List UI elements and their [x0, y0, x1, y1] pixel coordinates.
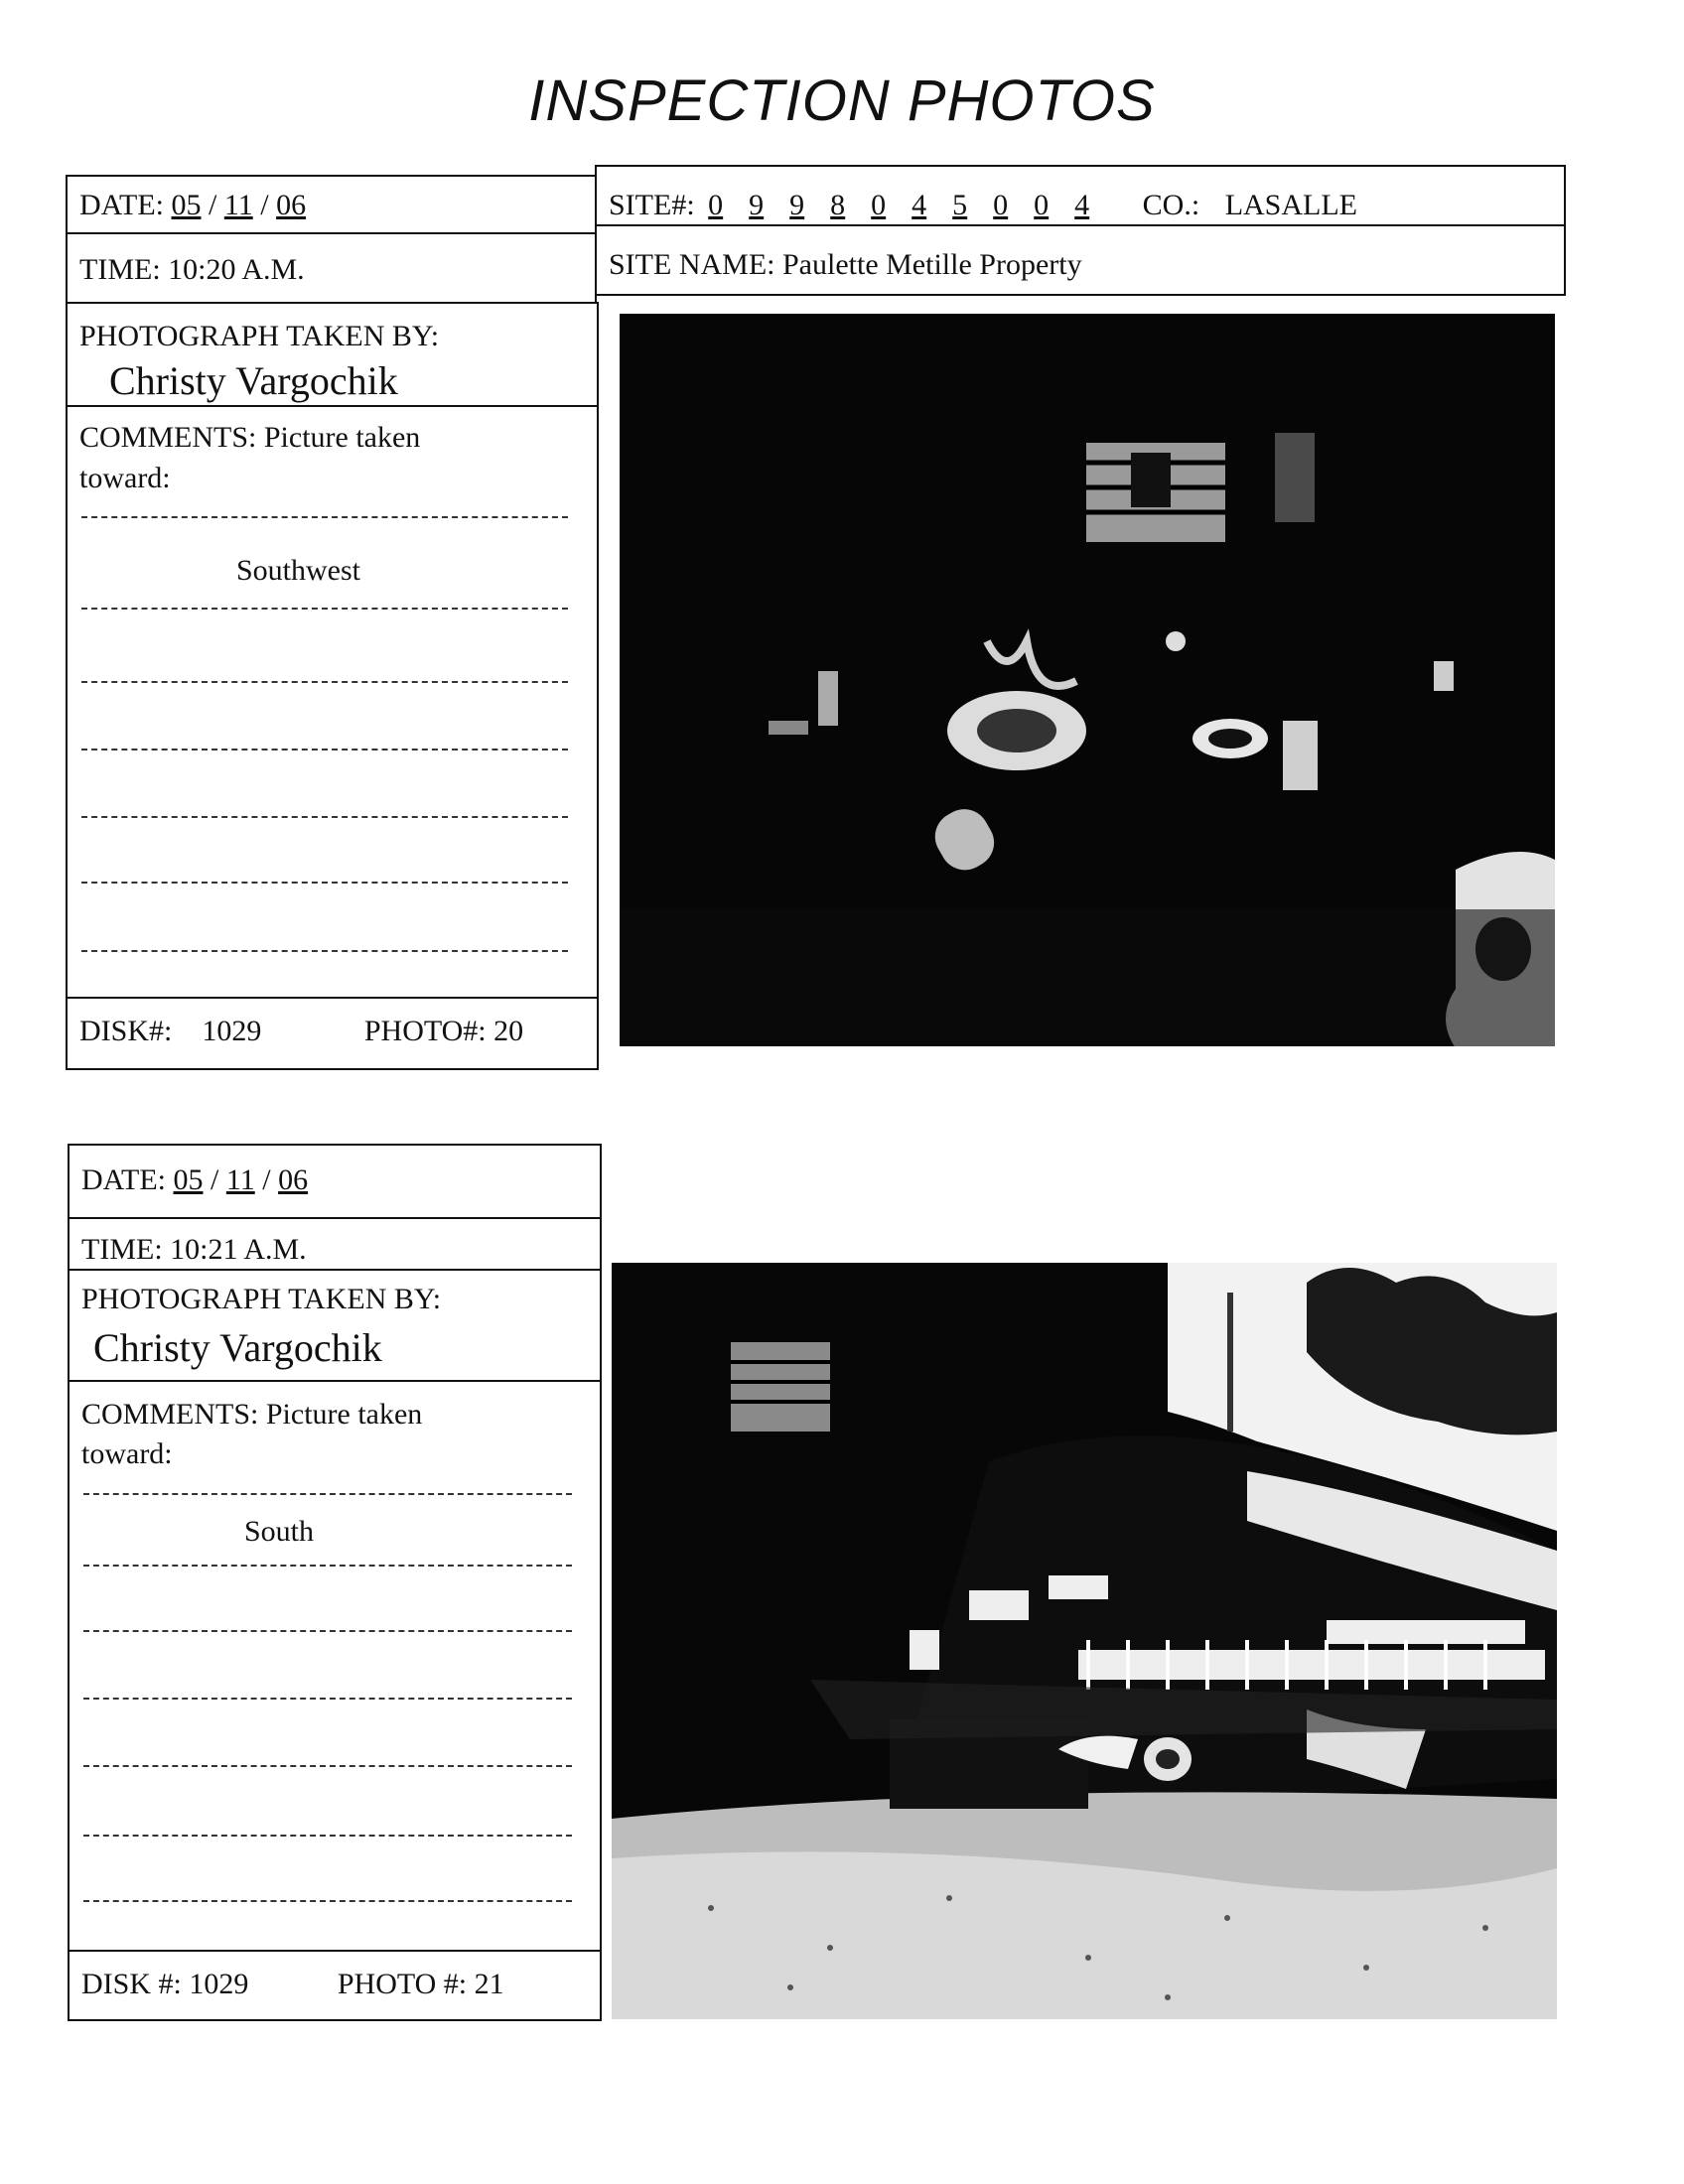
disk-photo-2: DISK #: 1029 PHOTO #: 21 — [81, 1968, 504, 2000]
direction-2: South — [244, 1515, 315, 1548]
info-column-2 — [68, 1144, 602, 2021]
comments-label-1: COMMENTS: Picture taken — [79, 421, 421, 454]
photo-2-image — [612, 1263, 1557, 2019]
site-number-field: SITE#: 0 9 9 8 0 4 5 0 0 4 CO.: LASALLE — [609, 189, 1358, 221]
photographer-name-1: Christy Vargochik — [109, 358, 398, 403]
photo-1-image — [620, 314, 1555, 1046]
comments-label-2: COMMENTS: Picture taken — [81, 1398, 423, 1431]
disk-photo-1: DISK#: 1029 PHOTO#: 20 — [79, 1015, 524, 1047]
direction-1: Southwest — [236, 554, 361, 587]
inspection-photo-2 — [612, 1263, 1557, 2019]
photographer-name-2: Christy Vargochik — [93, 1325, 382, 1370]
time-field-1: TIME: 10:20 A.M. — [79, 253, 305, 286]
site-name-field: SITE NAME: Paulette Metille Property — [609, 248, 1082, 281]
date-field-2: DATE: 05 / 11 / 06 — [81, 1163, 309, 1196]
time-field-2: TIME: 10:21 A.M. — [81, 1233, 307, 1266]
comments-label2-2: toward: — [81, 1437, 173, 1470]
date-field-1: DATE: 05 / 11 / 06 — [79, 189, 307, 221]
page-title: INSPECTION PHOTOS — [528, 68, 1156, 133]
inspection-photo-1 — [620, 314, 1555, 1046]
taken-by-label-2: PHOTOGRAPH TAKEN BY: — [81, 1283, 442, 1315]
taken-by-label-1: PHOTOGRAPH TAKEN BY: — [79, 320, 440, 352]
comments-label2-1: toward: — [79, 462, 171, 494]
info-column-1 — [66, 302, 599, 1070]
